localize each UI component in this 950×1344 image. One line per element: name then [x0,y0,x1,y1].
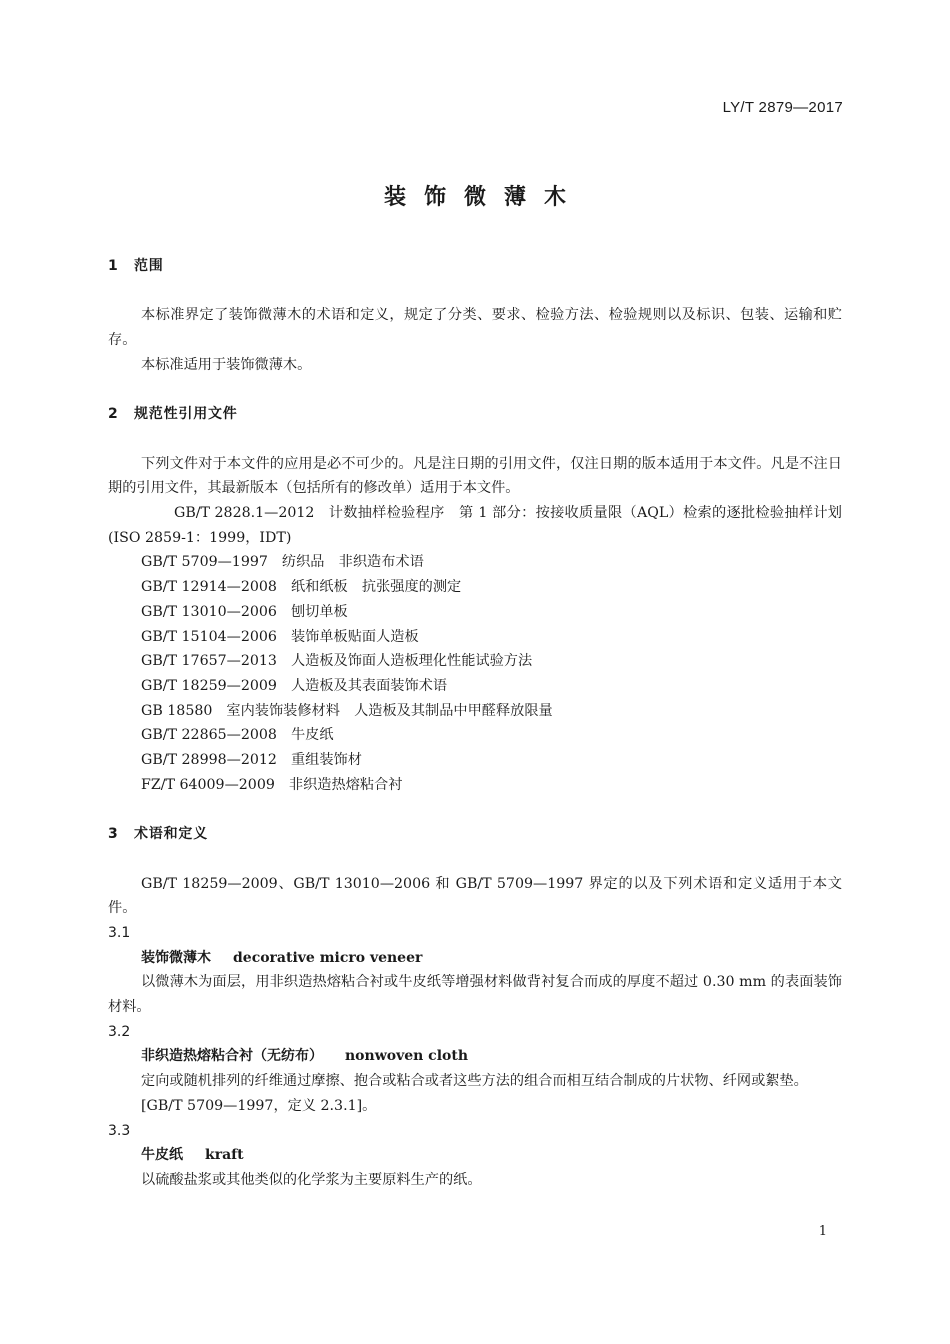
term-definition: 定向或随机排列的纤维通过摩擦、抱合或粘合或者这些方法的组合而相互结合制成的片状物、纤网或絮垫。 [141,1073,808,1090]
refs-intro: 下列文件对于本文件的应用是必不可少的。凡是注日期的引用文件，仅注日期的版本适用于本文件。凡是不注日期的引用文件，其最新版本（包括所有的修改单）适用于本文件。 [108,455,842,497]
term-name-en: decorative micro veneer [233,949,423,966]
reference-title: 装饰单板贴面人造板 [290,628,419,645]
reference-title: 计数抽样检验程序 第 1 部分：按接收质量限（AQL）检索的逐批检验抽样计划(ISO 2859-1：1999，IDT) [108,504,842,546]
terms-intro: GB/T 18259—2009、GB/T 13010—2006 和 GB/T 5709—1997 界定的以及下列术语和定义适用于本文件。 [108,875,842,917]
scope-paragraph-2: 本标准适用于装饰微薄木。 [141,356,312,373]
term-name [108,1044,842,1069]
reference-title: 纺织品 非织造布术语 [281,554,424,571]
page-number: 1 [818,1224,827,1239]
term-name-en: kraft [205,1147,244,1164]
document-body [108,254,842,1193]
term-definition: 以微薄木为面层，用非织造热熔粘合衬或牛皮纸等增强材料做背衬复合而成的厚度不超过 0.30 mm 的表面装饰材料。 [108,974,842,1016]
term-number: 3.1 [108,924,131,941]
reference-code: GB/T 18259—2009 [141,677,277,694]
section-number: 2 [108,406,119,423]
reference-title: 牛皮纸 [290,727,334,744]
term-name-en: nonwoven cloth [345,1048,469,1065]
reference-code: GB/T 28998—2012 [141,752,277,769]
term-definition: 以硫酸盐浆或其他类似的化学浆为主要原料生产的纸。 [141,1171,482,1188]
reference-title: 非织造热熔粘合衬 [288,776,403,793]
reference-code: GB/T 17657—2013 [141,653,277,670]
reference-item [108,723,842,748]
reference-item [108,773,842,798]
reference-code: FZ/T 64009—2009 [141,776,275,793]
reference-code: GB/T 22865—2008 [141,727,277,744]
reference-title: 刨切单板 [290,603,348,620]
reference-code: GB 18580 [141,702,213,719]
reference-item [108,501,842,550]
term-source: [GB/T 5709—1997，定义 2.3.1]。 [141,1097,377,1114]
term-name-zh: 牛皮纸 [141,1147,183,1164]
section-heading-terms [108,822,842,847]
reference-item [108,600,842,625]
section-number: 1 [108,258,119,274]
document-title: 装饰微薄木 [383,185,584,210]
reference-item [108,625,842,650]
reference-item [108,699,842,724]
section-number: 3 [108,826,119,843]
reference-code: GB/T 2828.1—2012 [174,504,315,521]
term-number: 3.3 [108,1122,131,1139]
section-title: 规范性引用文件 [134,406,238,423]
term-name-zh: 装饰微薄木 [141,949,211,966]
reference-code: GB/T 13010—2006 [141,603,277,620]
reference-item [108,748,842,773]
section-heading-normative-refs [108,402,842,427]
scope-paragraph-1: 本标准界定了装饰微薄木的术语和定义，规定了分类、要求、检验方法、检验规则以及标识、包装、运输和贮存。 [108,307,842,349]
standard-code: LY/T 2879—2017 [722,99,843,116]
reference-item [108,550,842,575]
term-number: 3.2 [108,1023,131,1040]
reference-code: GB/T 5709—1997 [141,554,268,571]
reference-title: 重组装饰材 [290,752,362,769]
reference-title: 人造板及其表面装饰术语 [290,677,448,694]
term-name [108,1143,842,1168]
term-name-zh: 非织造热熔粘合衬（无纺布） [141,1048,323,1065]
reference-code: GB/T 12914—2008 [141,579,277,596]
reference-title: 纸和纸板 抗张强度的测定 [290,579,462,596]
reference-title: 室内装饰装修材料 人造板及其制品中甲醛释放限量 [226,702,553,719]
section-title: 范围 [134,258,164,274]
reference-item [108,674,842,699]
reference-title: 人造板及饰面人造板理化性能试验方法 [290,653,533,670]
reference-code: GB/T 15104—2006 [141,628,277,645]
reference-item [108,575,842,600]
section-title: 术语和定义 [134,826,208,843]
section-heading-scope [108,254,842,279]
reference-item [108,649,842,674]
term-name [108,946,842,971]
